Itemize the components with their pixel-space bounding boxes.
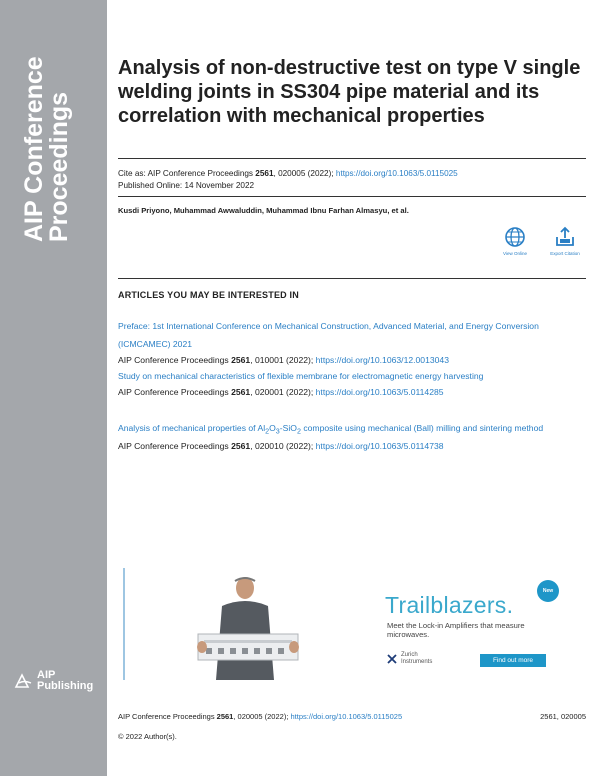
publisher-logo[interactable]: [14, 670, 93, 692]
published-date: Published Online: 14 November 2022: [118, 181, 255, 190]
ref-text: , 010001 (2022);: [250, 355, 316, 365]
copyright: © 2022 Author(s).: [118, 732, 177, 741]
journal-sidebar: [0, 0, 107, 776]
citation-volume: 2561: [255, 169, 274, 178]
related-article: [118, 418, 586, 453]
ad-tagline: Meet the Lock-in Amplifiers that measure microwaves.: [387, 621, 525, 639]
view-online-label: View Online: [503, 251, 527, 256]
export-icon: [554, 226, 576, 248]
volume-text: 2561: [231, 355, 251, 365]
new-badge: New: [537, 580, 559, 602]
zi-logo-icon: [387, 654, 397, 664]
zurich-instruments-logo: [387, 652, 432, 665]
export-citation-label: Export Citation: [550, 251, 580, 256]
divider: [118, 196, 586, 197]
journal-name-text: AIP Conference Proceedings: [118, 355, 232, 365]
related-doi-link[interactable]: https://doi.org/10.1063/5.0114285: [315, 387, 444, 397]
related-doi-link[interactable]: https://doi.org/10.1063/5.0114738: [315, 441, 444, 452]
citation-line: [118, 168, 458, 180]
volume-text: 2561: [231, 441, 251, 452]
export-citation-button[interactable]: [545, 226, 585, 256]
article-title: Analysis of non-destructive test on type V single welding joints in SS304 pipe material and its correlation with mechanical properties: [118, 57, 581, 127]
related-article-ref: [118, 440, 586, 453]
related-article-title[interactable]: Analysis of mechanical properties of $Al_2O_3-SiO_2$ composite using mechanical (Ball) milling and sintering method: [118, 423, 544, 436]
footer-prefix: AIP Conference Proceedings: [118, 712, 217, 721]
journal-name-text: AIP Conference Proceedings: [118, 441, 232, 452]
ad-accent-bar: [123, 568, 125, 680]
footer-citation: [118, 712, 402, 721]
ref-text: , 020001 (2022);: [250, 387, 316, 397]
advertisement-banner[interactable]: [123, 568, 580, 680]
page-number: 2561, 020005: [540, 712, 586, 721]
citation-prefix: Cite as: AIP Conference Proceedings: [118, 169, 256, 178]
footer-doi-link[interactable]: https://doi.org/10.1063/5.0115025: [290, 712, 403, 721]
citation-block: [118, 168, 458, 192]
related-article-title[interactable]: Preface: 1st International Conference on Mechanical Construction, Advanced Material, and Energy Conversion (ICMCAMEC) 2021: [118, 321, 539, 349]
journal-name: AIP Conference Proceedings: [20, 56, 73, 242]
divider: [118, 278, 586, 279]
article-doi-link[interactable]: https://doi.org/10.1063/5.0115025: [335, 169, 458, 178]
journal-name-text: AIP Conference Proceedings: [118, 387, 232, 397]
brand-name: Zurich Instruments: [401, 652, 433, 665]
person-with-device-image: [178, 572, 318, 680]
footer-volume: 2561: [216, 712, 234, 721]
footer-suffix: , 020005 (2022);: [233, 712, 291, 721]
volume-text: 2561: [231, 387, 251, 397]
ref-text: , 020010 (2022);: [250, 441, 316, 452]
citation-suffix: , 020005 (2022);: [273, 169, 336, 178]
divider: [118, 158, 586, 159]
authors: Kusdi Priyono, Muhammad Awwaluddin, Muhammad Ibnu Farhan Almasyu, et al.: [118, 206, 409, 215]
related-article: [118, 316, 586, 367]
related-article-title[interactable]: Study on mechanical characteristics of flexible membrane for electromagnetic energy harvesting: [118, 371, 484, 381]
publisher-name: AIP Publishing: [37, 669, 94, 692]
related-article-ref: [118, 354, 586, 367]
view-online-button[interactable]: [495, 226, 535, 256]
find-out-more-button[interactable]: Find out more: [480, 654, 546, 667]
related-article-ref: [118, 386, 586, 399]
globe-icon: [504, 226, 526, 248]
related-article: [118, 366, 586, 399]
aip-publishing-icon: [14, 671, 34, 691]
related-heading: ARTICLES YOU MAY BE INTERESTED IN: [118, 290, 299, 300]
ad-headline: Trailblazers.: [385, 592, 514, 618]
related-doi-link[interactable]: https://doi.org/10.1063/12.0013043: [315, 355, 449, 365]
